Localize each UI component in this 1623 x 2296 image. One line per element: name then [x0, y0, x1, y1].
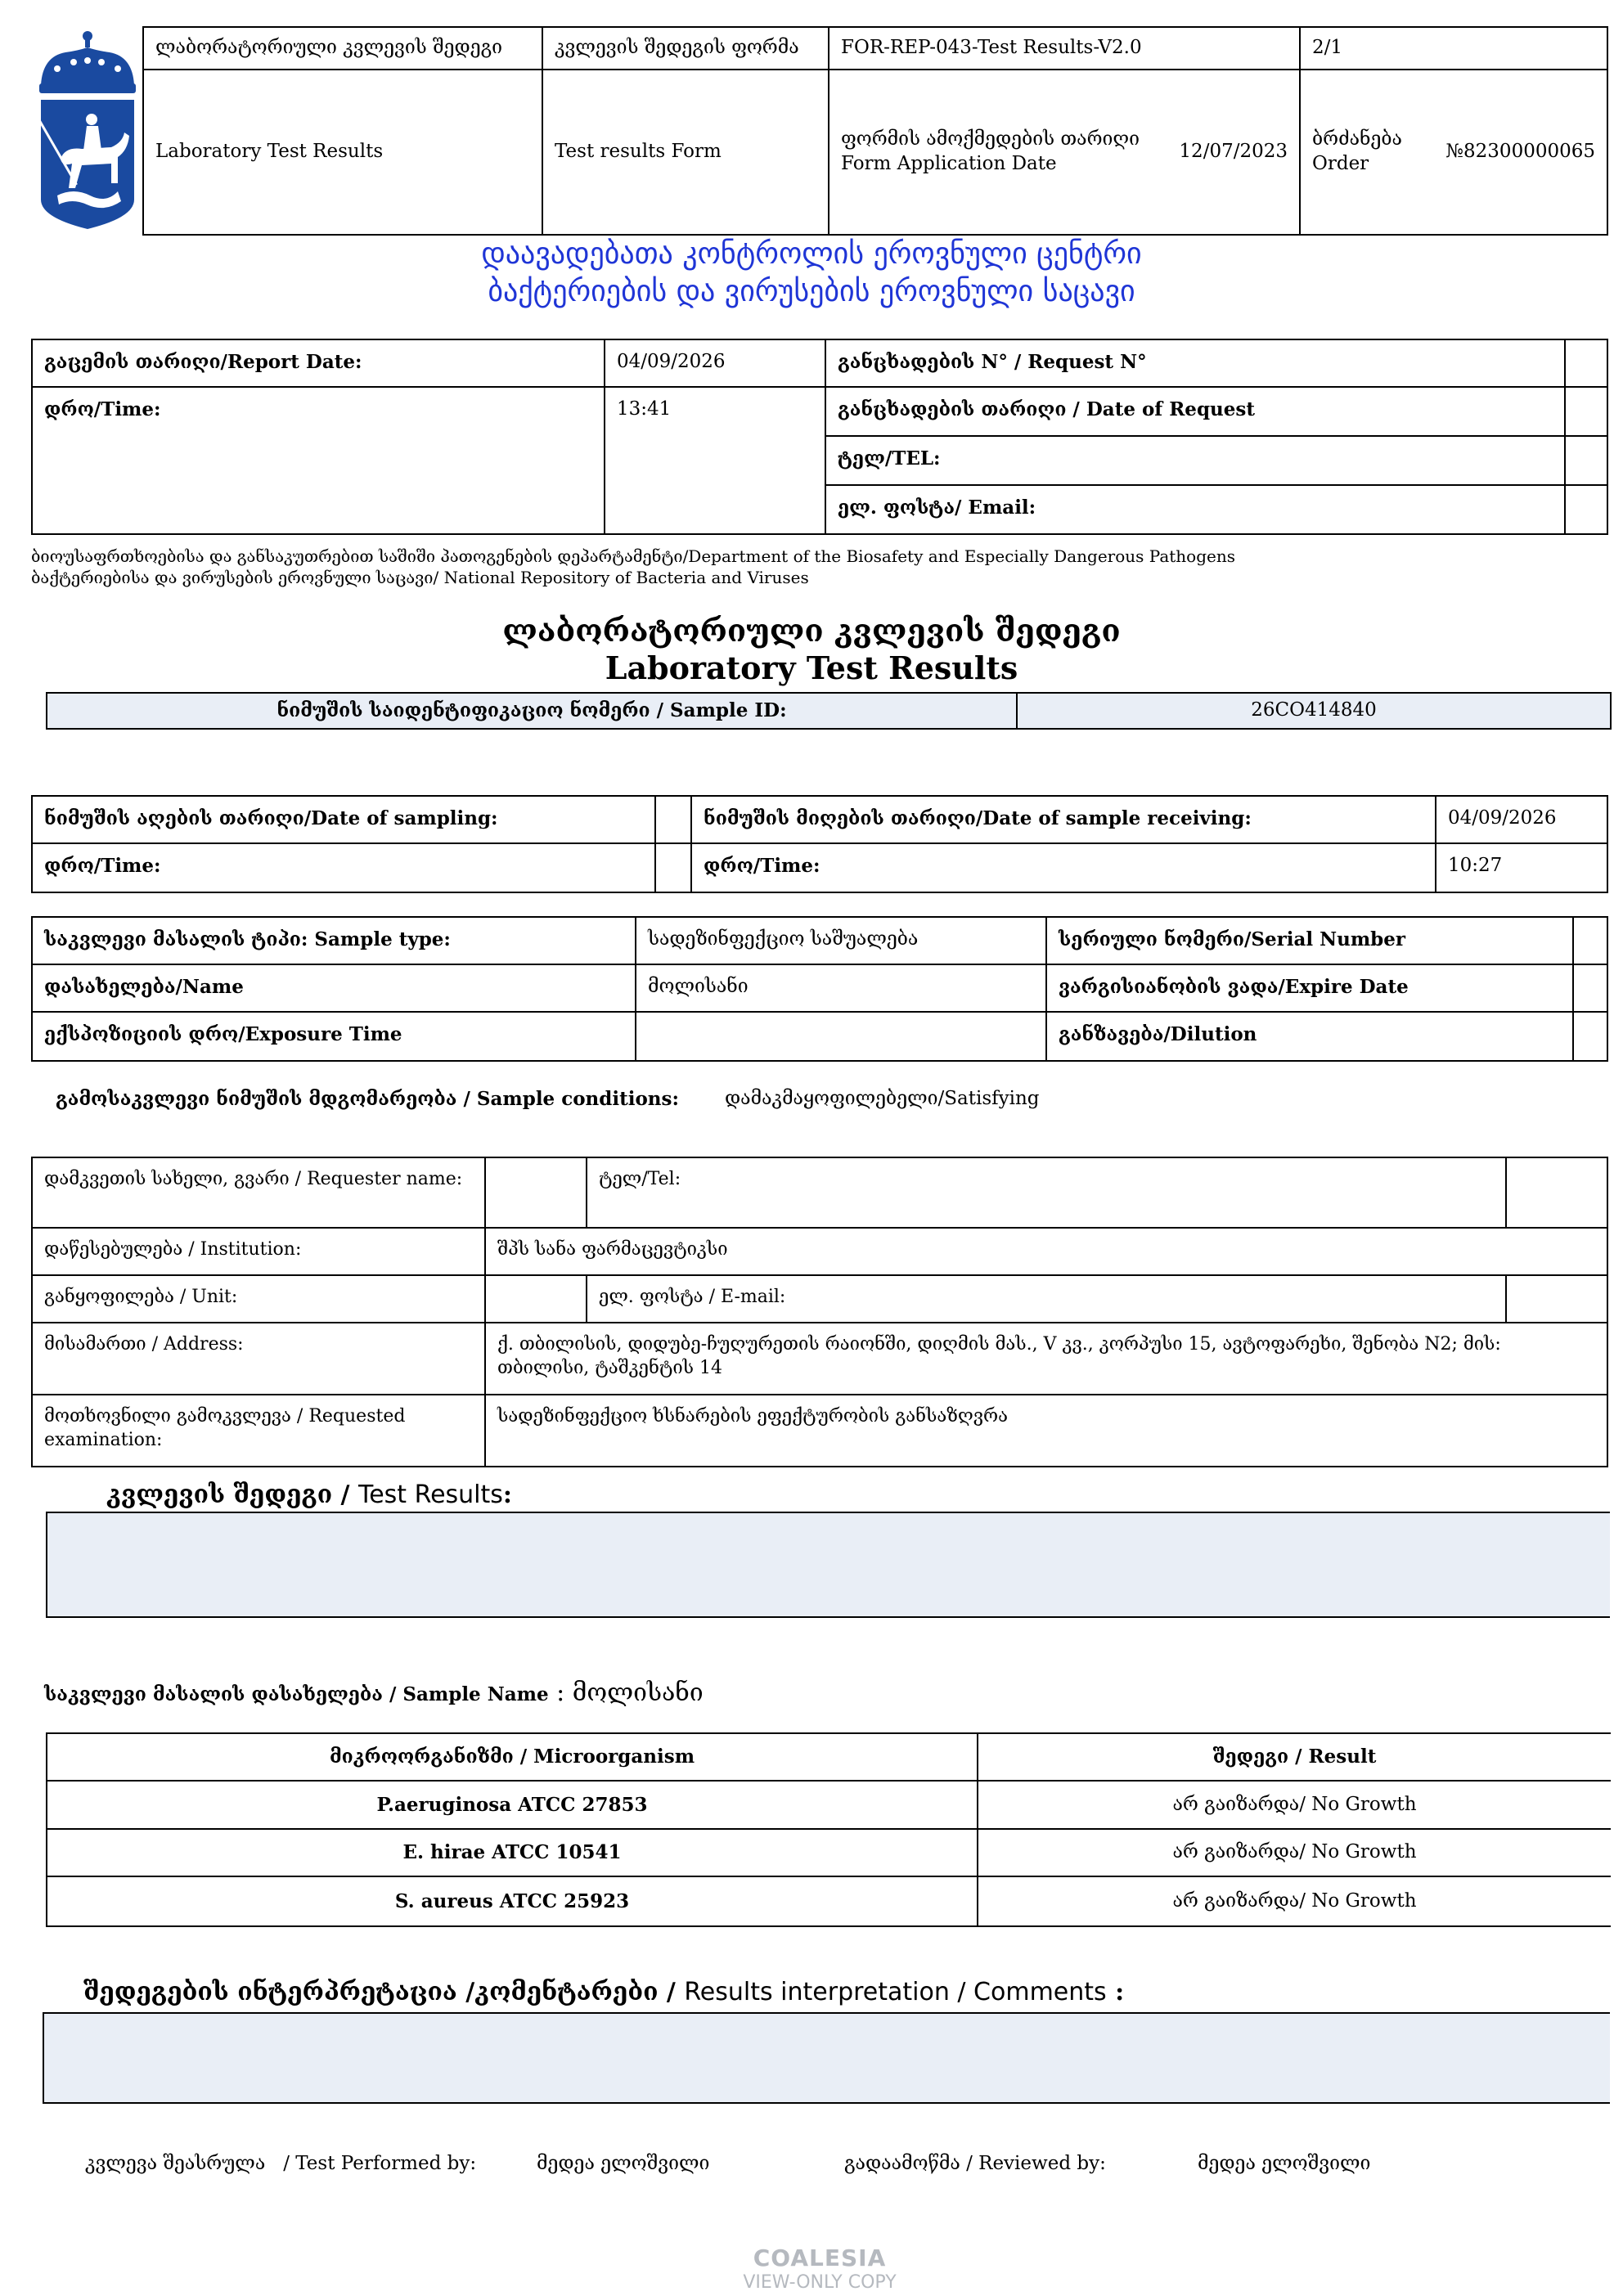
sampling-time-value	[655, 843, 691, 892]
sample-id-label: ნიმუშის საიდენტიფიკაციო ნომერი / Sample ID:	[47, 693, 1017, 729]
sampling-date-label: ნიმუშის აღების თარიღი/Date of sampling:	[32, 796, 655, 843]
table-row	[47, 1781, 1611, 1828]
report-email-label: ელ. ფოსტა/ Email:	[825, 485, 1565, 534]
report-tel-value	[1565, 436, 1607, 485]
coat-of-arms-logo	[33, 28, 142, 231]
reviewed-by-name: მედეა ელოშვილი	[1198, 2153, 1371, 2174]
comments-heading	[83, 1978, 1124, 2006]
header-form-date-cell	[829, 70, 1300, 235]
report-time-label: დრო/Time:	[32, 387, 605, 534]
reviewed-by-label: გადაამოწმა / Reviewed by:	[844, 2153, 1106, 2174]
comments-heading-en: Results interpretation / Comments	[684, 1978, 1107, 2006]
main-title-en: Laboratory Test Results	[605, 649, 1018, 686]
org-name-line-2: ბაქტერიების და ვირუსების ეროვნული საცავი	[488, 275, 1135, 308]
sample-name-line	[44, 1678, 704, 1707]
receiving-date-value: 04/09/2026	[1436, 796, 1607, 843]
sample-type-label: საკვლევი მასალის ტიპი: Sample type:	[32, 917, 636, 964]
receiving-date-label: ნიმუშის მიღების თარიღი/Date of sample receiving:	[691, 796, 1436, 843]
requester-name-value	[485, 1157, 587, 1228]
department-line-2: ბაქტერიებისა და ვირუსების ეროვნული საცავი/ National Repository of Bacteria and Viruses	[31, 568, 809, 587]
sampling-time-label: დრო/Time:	[32, 843, 655, 892]
microorganism-table	[46, 1732, 1611, 1927]
department-line-1: ბიოუსაფრთხოებისა და განსაკუთრებით საშიში პათოგენების დეპარტამენტი/Department of the Biosafety and Especially Dangerous Pathogens	[31, 546, 1235, 566]
requester-email-label: ელ. ფოსტა / E-mail:	[587, 1275, 1506, 1323]
form-date-label-ka: ფორმის ამოქმედების თარიღი	[841, 128, 1140, 151]
form-date-label-en: Form Application Date	[841, 153, 1057, 174]
receiving-time-value: 10:27	[1436, 843, 1607, 892]
sample-id-table	[46, 692, 1612, 730]
requester-table	[31, 1157, 1608, 1467]
request-date-value	[1565, 387, 1607, 436]
requester-tel-value	[1506, 1157, 1607, 1228]
order-label-en: Order	[1312, 153, 1369, 174]
test-performed-name: მედეა ელოშვილი	[537, 2153, 710, 2174]
report-date-label: გაცემის თარიღი/Report Date:	[32, 339, 605, 387]
sample-name-value: მოლისანი	[636, 964, 1046, 1012]
requester-tel-label: ტელ/Tel:	[587, 1157, 1506, 1228]
micro-header-result: შედეგი / Result	[978, 1733, 1611, 1781]
exposure-time-label: ექსპოზიციის დრო/Exposure Time	[32, 1012, 636, 1061]
dilution-value	[1573, 1012, 1607, 1061]
serial-number-value	[1573, 917, 1607, 964]
unit-label: განყოფილება / Unit:	[32, 1275, 485, 1323]
report-info-table	[31, 339, 1608, 535]
header-order-cell	[1300, 70, 1607, 235]
test-results-heading-en: Test Results	[357, 1480, 503, 1509]
micro-organism: S. aureus ATCC 25923	[47, 1876, 978, 1926]
address-value: ქ. თბილისის, დიდუბე-ჩუღურეთის რაიონში, დიღმის მას., V კვ., კორპუსი 15, ავტოფარეხი, შენობა N2; მის: თბილისი, ტაშკენტის 14	[485, 1323, 1607, 1395]
report-time-value: 13:41	[605, 387, 825, 534]
dilution-label: განზავება/Dilution	[1046, 1012, 1573, 1061]
comments-box	[43, 2012, 1610, 2104]
institution-value: შპს სანა ფარმაცევტიკსი	[485, 1228, 1607, 1275]
org-name-line-1: დაავადებათა კონტროლის ეროვნული ცენტრი	[481, 237, 1142, 271]
comments-heading-ka: შედეგების ინტერპრეტაცია /კომენტარები /	[83, 1978, 685, 2006]
receiving-time-label: დრო/Time:	[691, 843, 1436, 892]
sample-conditions-value: დამაკმაყოფილებელი/Satisfying	[725, 1088, 1040, 1109]
header-lab-title-ka: ლაბორატორიული კვლევის შედეგი	[143, 27, 542, 70]
exposure-time-value	[636, 1012, 1046, 1061]
sampling-date-value	[655, 796, 691, 843]
order-value: №82300000065	[1445, 141, 1595, 163]
report-date-value: 04/09/2026	[605, 339, 825, 387]
unit-value	[485, 1275, 587, 1323]
sample-type-value: სადეზინფექციო საშუალება	[636, 917, 1046, 964]
report-tel-label: ტელ/TEL:	[825, 436, 1565, 485]
sample-name-line-label: საკვლევი მასალის დასახელება / Sample Name	[44, 1683, 549, 1705]
comments-heading-colon: :	[1106, 1978, 1125, 2006]
header-form-title-en: Test results Form	[542, 70, 829, 235]
expire-date-value	[1573, 964, 1607, 1012]
micro-organism: P.aeruginosa ATCC 27853	[47, 1781, 978, 1828]
micro-organism: E. hirae ATCC 10541	[47, 1829, 978, 1876]
request-no-label: განცხადების N° / Request N°	[825, 339, 1565, 387]
expire-date-label: ვარგისიანობის ვადა/Expire Date	[1046, 964, 1573, 1012]
header-form-title-ka: კვლევის შედეგის ფორმა	[542, 27, 829, 70]
sample-info-table	[31, 916, 1608, 1062]
serial-number-label: სერიული ნომერი/Serial Number	[1046, 917, 1573, 964]
main-title-ka: ლაბორატორიული კვლევის შედეგი	[502, 612, 1121, 649]
micro-result: არ გაიზარდა/ No Growth	[978, 1781, 1611, 1828]
requester-email-value	[1506, 1275, 1607, 1323]
header-page-number: 2/1	[1300, 27, 1607, 70]
sample-conditions-label: გამოსაკვლევი ნიმუშის მდგომარეობა / Sample conditions:	[56, 1088, 679, 1110]
micro-result: არ გაიზარდა/ No Growth	[978, 1829, 1611, 1876]
requested-exam-label: მოთხოვნილი გამოკვლევა / Requested examination:	[32, 1395, 485, 1467]
report-email-value	[1565, 485, 1607, 534]
requester-name-label: დამკვეთის სახელი, გვარი / Requester name:	[32, 1157, 485, 1228]
watermark-view-only: VIEW-ONLY COPY	[743, 2272, 897, 2293]
test-results-heading-colon: :	[502, 1480, 512, 1509]
test-results-box	[46, 1512, 1610, 1618]
request-date-label: განცხადების თარიღი / Date of Request	[825, 387, 1565, 436]
institution-label: დაწესებულება / Institution:	[32, 1228, 485, 1275]
micro-result: არ გაიზარდა/ No Growth	[978, 1876, 1611, 1926]
table-row	[47, 1829, 1611, 1876]
header-form-code: FOR-REP-043-Test Results-V2.0	[829, 27, 1300, 70]
address-label: მისამართი / Address:	[32, 1323, 485, 1395]
sample-name-line-value: : მოლისანი	[548, 1678, 704, 1707]
watermark-brand: COALESIA	[753, 2244, 887, 2271]
test-performed-label: კვლევა შეასრულა / Test Performed by:	[85, 2153, 477, 2174]
form-date-value: 12/07/2023	[1179, 141, 1288, 163]
test-results-heading	[106, 1480, 512, 1509]
micro-header-organism: მიკროორგანიზმი / Microorganism	[47, 1733, 978, 1781]
header-lab-title-en: Laboratory Test Results	[143, 70, 542, 235]
test-results-heading-ka: კვლევის შედეგი /	[106, 1480, 358, 1509]
table-row	[47, 1876, 1611, 1926]
request-no-value	[1565, 339, 1607, 387]
sample-id-value: 26CO414840	[1017, 693, 1611, 729]
sampling-table	[31, 795, 1608, 893]
requested-exam-value: სადეზინფექციო ხსნარების ეფექტურობის განსაზღვრა	[485, 1395, 1607, 1467]
form-header-table	[142, 26, 1608, 236]
sample-name-label: დასახელება/Name	[32, 964, 636, 1012]
order-label-ka: ბრძანება	[1312, 128, 1402, 151]
